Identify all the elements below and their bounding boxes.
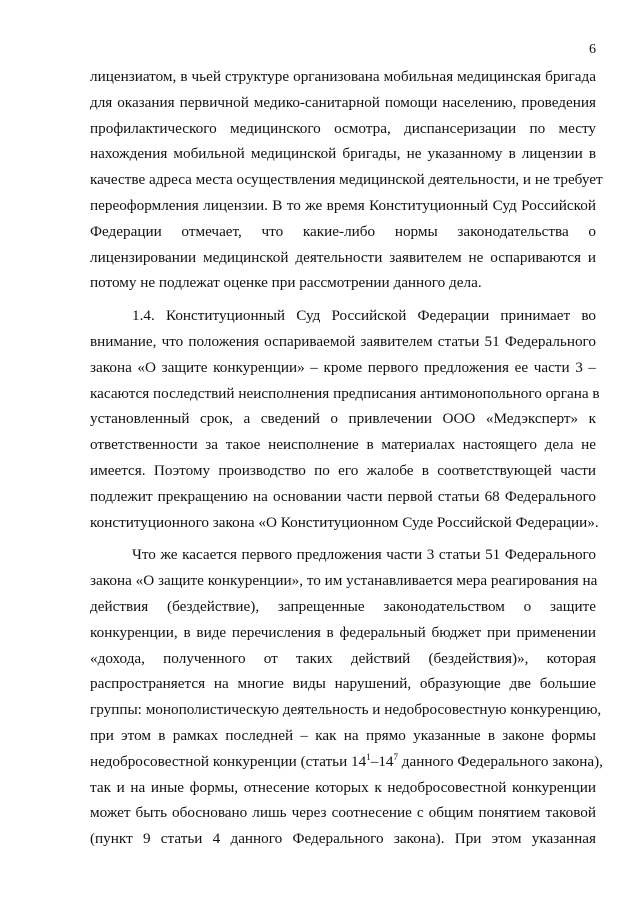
paragraph-2 xyxy=(90,303,600,535)
superscript-one: 1 xyxy=(366,751,371,762)
text-line: Что же касается первого предложения части 3 статьи 51 Федерального xyxy=(132,546,596,564)
text-line: для оказания первичной медико-санитарной помощи населению, проведения xyxy=(90,93,596,111)
document-body xyxy=(90,64,603,852)
text-line: переоформления лицензии. В то же время Конституционный Суд Российской xyxy=(90,196,596,214)
text-line: профилактического медицинского осмотра, диспансеризации по месту xyxy=(90,119,596,137)
text-line: действия (бездействие), запрещенные законодательством о защите xyxy=(90,597,596,615)
text-line: Федерации отмечает, что какие-либо нормы законодательства о xyxy=(90,222,596,240)
page-number: 6 xyxy=(589,42,596,57)
text-line: 1.4. Конституционный Суд Российской Федерации принимает во xyxy=(132,307,596,325)
text-line: группы: монополистическую деятельность и недобросовестную конкуренцию, xyxy=(90,701,602,719)
text-line: может быть обосновано лишь через соотнесение с общим понятием таковой xyxy=(90,804,596,822)
paragraph-3 xyxy=(90,542,603,852)
superscript-seven: 7 xyxy=(393,751,398,762)
formula-dash: –14 xyxy=(370,752,394,770)
text-line: закона «О защите конкуренции» – кроме первого предложения ее части 3 – xyxy=(90,358,596,376)
paragraph-1 xyxy=(90,64,603,296)
text-line: потому не подлежат оценке при рассмотрении данного дела. xyxy=(90,274,482,292)
text-line: при этом в рамках последней – как на прямо указанные в законе формы xyxy=(90,726,596,744)
formula-text-before: недобросовестной конкуренции (статьи 14 xyxy=(90,752,367,770)
text-line: «дохода, полученного от таких действий (бездействия)», которая xyxy=(90,649,596,667)
text-line: нахождения мобильной медицинской бригады, не указанному в лицензии в xyxy=(90,145,596,163)
text-line: (пункт 9 статьи 4 данного Федерального закона). При этом указанная xyxy=(90,830,596,848)
text-line: установленный срок, а сведений о привлечении ООО «Медэксперт» к xyxy=(90,410,596,428)
text-line: лицензиатом, в чьей структуре организована мобильная медицинская бригада xyxy=(90,68,596,85)
text-line: имеется. Поэтому производство по его жалобе в соответствующей части xyxy=(90,461,596,479)
text-line-with-superscripts xyxy=(90,749,603,775)
text-line: закона «О защите конкуренции», то им устанавливается мера реагирования на xyxy=(90,572,598,590)
text-line: конституционного закона «О Конституционном Суде Российской Федерации». xyxy=(90,513,599,531)
text-line: подлежит прекращению на основании части первой статьи 68 Федерального xyxy=(90,487,596,505)
text-line: лицензировании медицинской деятельности заявителем не оспариваются и xyxy=(90,248,596,266)
text-line: так и на иные формы, отнесение которых к недобросовестной конкуренции xyxy=(90,778,596,796)
text-line: ответственности за такое неисполнение в материалах настоящего дела не xyxy=(90,436,596,454)
text-line: конкуренции, в виде перечисления в федеральный бюджет при применении xyxy=(90,623,596,641)
text-line: распространяется на многие виды нарушений, образующие две большие xyxy=(90,675,596,693)
text-line: касаются последствий неисполнения предписания антимонопольного органа в xyxy=(90,384,600,402)
text-line: качестве адреса места осуществления медицинской деятельности, и не требует xyxy=(90,171,603,189)
text-line: внимание, что положения оспариваемой заявителем статьи 51 Федерального xyxy=(90,332,596,350)
formula-text-after: данного Федерального закона), xyxy=(398,752,603,770)
